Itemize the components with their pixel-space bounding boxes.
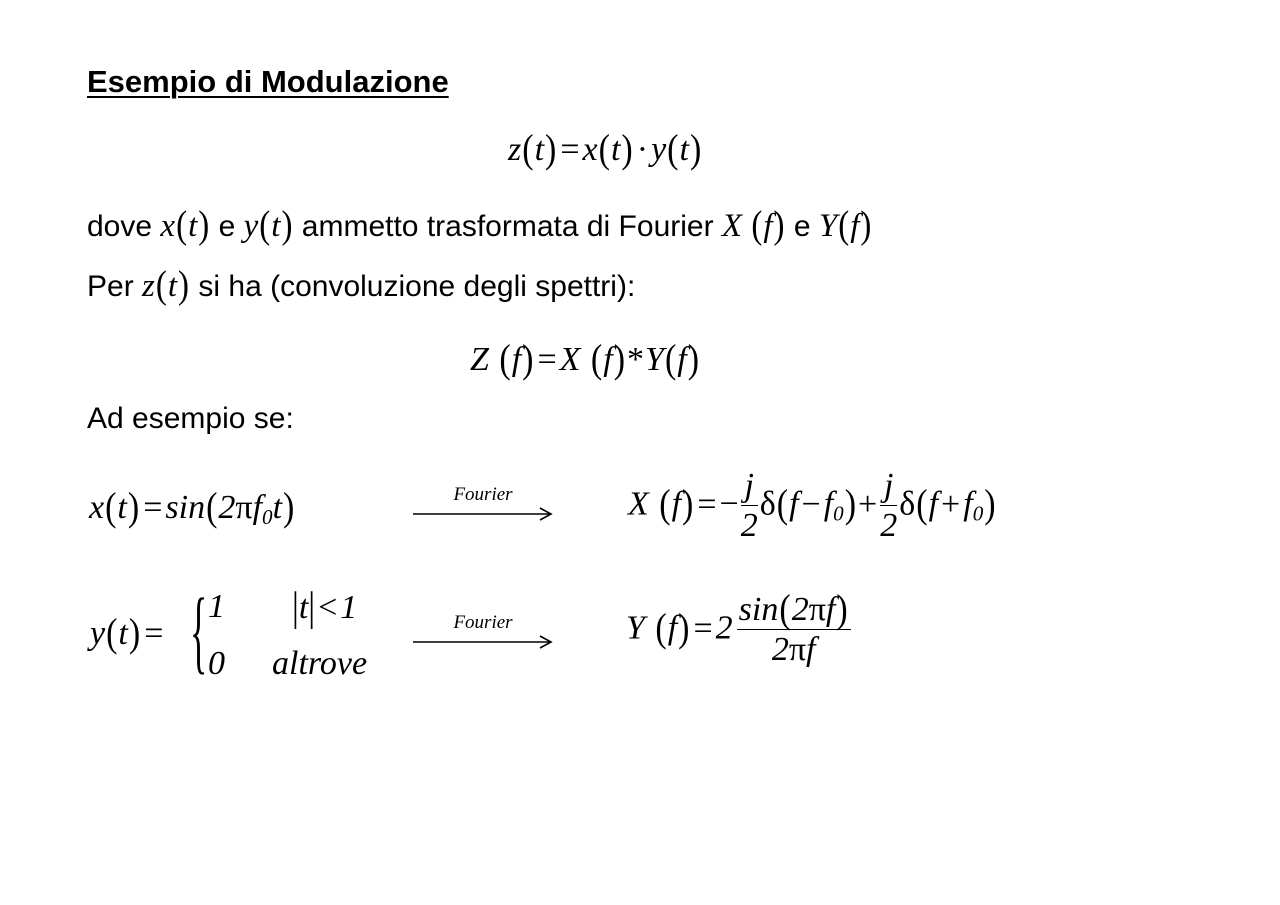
equation-Y-sinc: Y (f) =2 $\frac{\sin(2\pi f)}{2\pi f}$	[626, 592, 853, 667]
equation-y-rect-lhs: y(t) =	[90, 611, 164, 656]
text-line-dove: dove x(t) e y(t) ammetto trasformata di Fourier X (f) e Y(f)	[87, 204, 872, 248]
piecewise-brace: {	[190, 579, 208, 683]
case-2-condition: altrove	[272, 645, 368, 682]
case-1-condition: |t|<1	[292, 585, 358, 630]
right-arrow-icon	[412, 506, 554, 522]
case-2-value: 0	[208, 645, 225, 682]
page-title: Esempio di Modulazione	[87, 64, 449, 99]
case-1-value: 1	[208, 588, 225, 625]
right-arrow-icon	[412, 634, 554, 650]
fourier-arrow-2	[412, 612, 554, 652]
fourier-arrow-1	[412, 484, 554, 524]
text-line-ad-esempio: Ad esempio se:	[87, 402, 294, 435]
equation-X-delta: X (f) =− $\frac{j}{2}$ δ(f−f0)+ $\frac{j}{2}$ δ(f+f0)	[628, 467, 996, 544]
equation-convolution: Z (f) =X (f)*Y(f)	[470, 337, 700, 382]
equation-x-sin: x(t) =sin(2πf0t)	[89, 485, 295, 530]
equation-modulation: z(t) =x(t) ·y(t)	[508, 127, 702, 172]
fourier-arrow-label: Fourier	[453, 484, 513, 505]
fourier-arrow-label: Fourier	[453, 612, 513, 633]
text-line-per: Per z(t) si ha (convoluzione degli spettri):	[87, 264, 636, 308]
